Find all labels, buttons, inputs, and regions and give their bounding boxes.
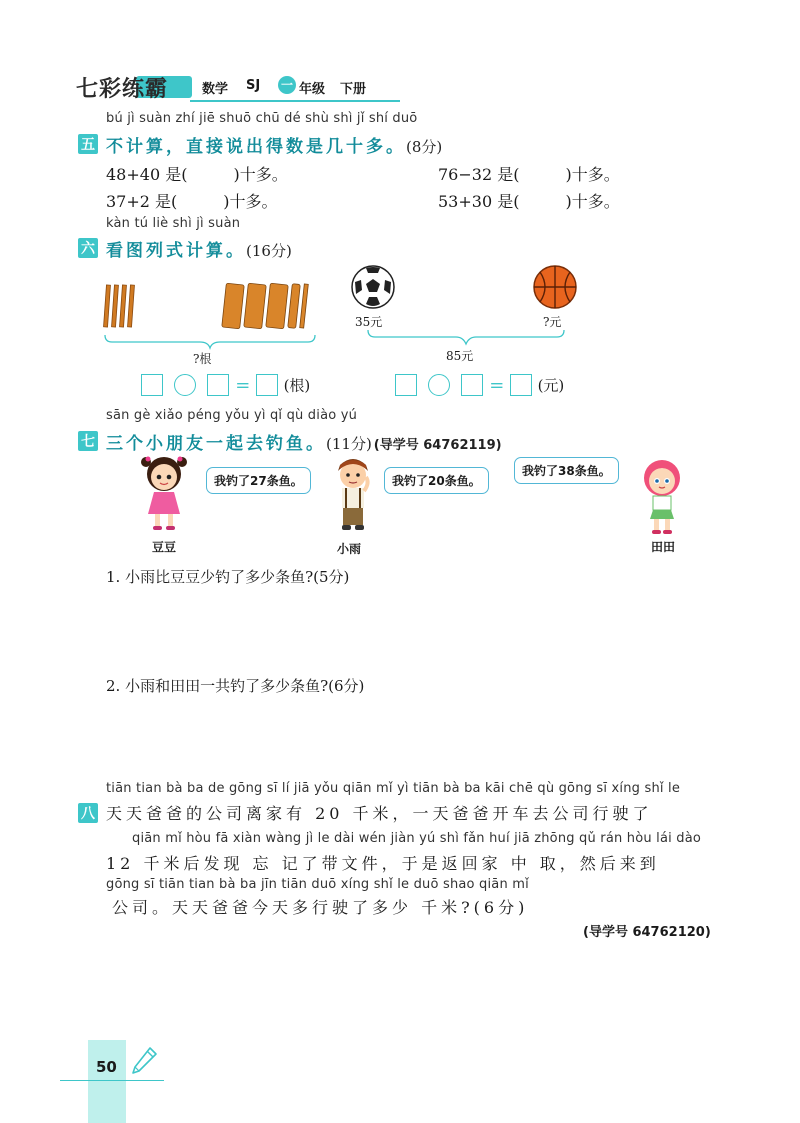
soccer-price: 35元 — [355, 315, 383, 329]
single-sticks — [104, 285, 135, 327]
left-brace — [105, 335, 315, 348]
footer-tab — [88, 1040, 126, 1123]
answer-box[interactable] — [141, 374, 163, 396]
s5-item-4-tail: )十多。 — [565, 192, 620, 211]
left-caption: ?根 — [193, 352, 212, 366]
s5-item-2 — [438, 162, 620, 185]
header-logo — [70, 70, 200, 102]
question-1: 1. 小雨比豆豆少钓了多少条鱼?(5分) — [106, 568, 350, 586]
section8-number: 八 — [81, 806, 95, 822]
section6-title — [106, 236, 292, 261]
section5-title-text: 不计算，直接说出得数是几十多。 — [106, 137, 406, 157]
section8-guide: (导学号 64762120) — [583, 925, 711, 940]
soccer-ball-icon — [350, 264, 396, 310]
tiantian-bubble: 我钓了38条鱼。 — [514, 457, 619, 484]
doudou-name: 豆豆 — [152, 540, 177, 554]
section8-pinyin-3: gōng sī tiān tian bà ba jīn tiān duō xíng shǐ le duō shao qiān mǐ — [106, 877, 529, 892]
s5-item-4-expr: 53+30 是( — [438, 192, 520, 211]
header-logo-text: 七彩练霸 — [76, 77, 169, 102]
stick-bundles — [222, 283, 309, 329]
section6-pinyin: kàn tú liè shì jì suàn — [106, 216, 241, 231]
s5-item-3-expr: 37+2 是( — [106, 192, 178, 211]
answer-box[interactable] — [256, 374, 278, 396]
answer-space-2[interactable] — [106, 700, 726, 770]
header-underline — [190, 100, 400, 102]
section8-line-1: 天天爸爸的公司离家有 20 千米，一天爸爸开车去公司行驶了 — [106, 804, 653, 823]
operator-circle[interactable] — [174, 374, 196, 396]
operator-circle[interactable] — [428, 374, 450, 396]
header-subject: 数学 — [202, 82, 229, 97]
right-brace — [366, 328, 566, 348]
s5-item-1-tail: )十多。 — [233, 165, 288, 184]
section6-title-text: 看图列式计算。 — [106, 241, 246, 261]
section6-number: 六 — [81, 241, 95, 257]
total-caption: 85元 — [446, 349, 474, 363]
header-edition: SJ — [246, 78, 261, 93]
sticks-illustration — [100, 280, 320, 352]
equals-sign: = — [489, 374, 505, 396]
equals-sign: = — [235, 374, 251, 396]
section7-badge — [78, 431, 98, 451]
section7-score: (11分) — [326, 435, 372, 453]
section8-badge — [78, 803, 98, 823]
header-grade-num: 一 — [280, 78, 293, 92]
header — [70, 70, 400, 104]
section5-score: (8分) — [406, 138, 443, 156]
left-equation — [141, 374, 310, 396]
right-equation — [395, 374, 564, 396]
section7-pinyin: sān gè xiǎo péng yǒu yì qǐ qù diào yú — [106, 408, 358, 423]
section8-pinyin-1: tiān tian bà ba de gōng sī lí jiā yǒu qiān mǐ yì tiān bà ba kāi chē qù gōng sī xíng shǐ le — [106, 781, 681, 796]
s5-item-2-expr: 76−32 是( — [438, 165, 520, 184]
left-unit: (根) — [283, 376, 311, 395]
section6-score: (16分) — [246, 242, 292, 260]
s5-item-2-tail: )十多。 — [565, 165, 620, 184]
page-number: 50 — [96, 1058, 117, 1076]
s5-item-1 — [106, 162, 288, 185]
answer-box[interactable] — [395, 374, 417, 396]
pencil-icon — [130, 1046, 158, 1076]
section5-badge — [78, 134, 98, 154]
footer-line — [60, 1080, 164, 1081]
section5-number: 五 — [81, 137, 95, 153]
header-grade-word: 年级 — [299, 82, 326, 97]
xiaoyu-bubble: 我钓了20条鱼。 — [384, 467, 489, 494]
right-unit: (元) — [537, 376, 565, 395]
section8-pinyin-2: qiān mǐ hòu fā xiàn wàng jì le dài wén jiàn yú shì fǎn huí jiā zhōng qǔ rán hòu lái dào — [132, 831, 702, 846]
section7-title — [106, 429, 502, 454]
section7-title-text: 三个小朋友一起去钓鱼。 — [106, 434, 326, 454]
basketball-price: ?元 — [543, 315, 562, 329]
section8-line-2: 12 千米后发现 忘 记了带文件，于是返回家 中 取，然后来到 — [106, 854, 660, 873]
section7-guide: (导学号 64762119) — [373, 438, 502, 453]
xiaoyu-figure — [326, 455, 380, 535]
s5-item-3-tail: )十多。 — [223, 192, 278, 211]
header-volume: 下册 — [340, 82, 367, 97]
section8-line-3: 公司。天天爸爸今天多行驶了多少 千米?(6分) — [112, 898, 529, 917]
section5-title — [106, 132, 442, 157]
answer-space-1[interactable] — [106, 592, 726, 662]
xiaoyu-name: 小雨 — [337, 542, 362, 556]
answer-box[interactable] — [510, 374, 532, 396]
basketball-icon — [532, 264, 578, 310]
doudou-bubble: 我钓了27条鱼。 — [206, 467, 311, 494]
s5-item-3 — [106, 189, 278, 212]
section7-number: 七 — [81, 434, 95, 450]
section6-badge — [78, 238, 98, 258]
answer-box[interactable] — [207, 374, 229, 396]
header-grade-badge — [278, 76, 296, 94]
answer-space-3[interactable] — [106, 945, 726, 1025]
tiantian-figure — [636, 456, 688, 536]
answer-box[interactable] — [461, 374, 483, 396]
s5-item-4 — [438, 189, 620, 212]
doudou-figure — [138, 452, 190, 532]
s5-item-1-expr: 48+40 是( — [106, 165, 188, 184]
tiantian-name: 田田 — [651, 540, 676, 554]
question-2: 2. 小雨和田田一共钓了多少条鱼?(6分) — [106, 677, 365, 695]
section5-pinyin: bú jì suàn zhí jiē shuō chū dé shù shì jǐ shí duō — [106, 111, 418, 126]
